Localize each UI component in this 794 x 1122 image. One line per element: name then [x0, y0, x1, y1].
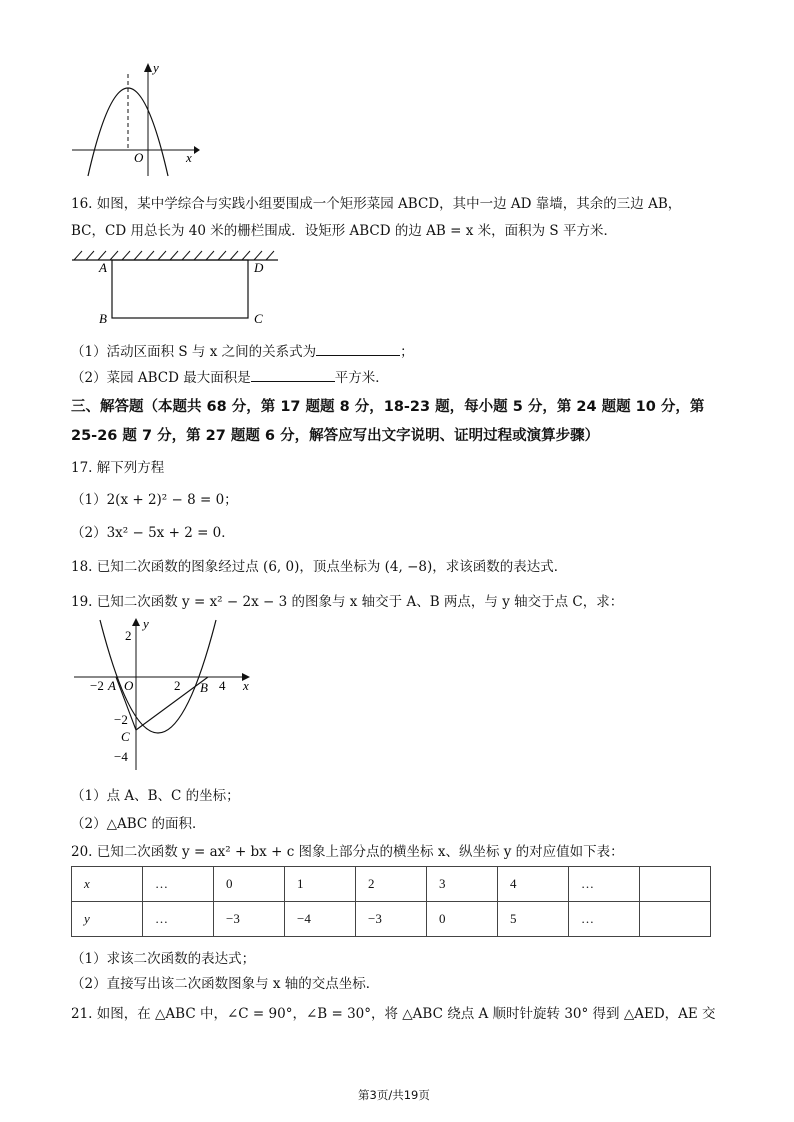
- table-cell: 5: [498, 902, 569, 937]
- label-B: B: [99, 311, 107, 326]
- table-row: [72, 902, 711, 937]
- table-cell: −4: [285, 902, 356, 937]
- tick-x-2: 2: [174, 678, 181, 693]
- q16-sub2-end: 平方米．: [334, 370, 389, 386]
- table-cell: 3: [427, 867, 498, 902]
- label-A: A: [99, 260, 107, 275]
- q16-sub1-text: （1）活动区面积 S 与 x 之间的关系式为: [71, 344, 317, 360]
- table-cell: …: [143, 867, 214, 902]
- q17-sub2: （2）3x² − 5x + 2 = 0．: [71, 525, 235, 541]
- table-cell: …: [569, 867, 640, 902]
- q19-sub1: （1）点 A、B、C 的坐标；: [71, 788, 240, 804]
- y-axis-label: y: [153, 60, 159, 75]
- q18-text: 18. 已知二次函数的图象经过点 (6, 0)，顶点坐标为 (4, −8)，求该函数的表达式．: [71, 559, 568, 575]
- page-number: 第3页/共19页: [358, 1088, 430, 1102]
- table-cell: −3: [214, 902, 285, 937]
- label-D: D: [254, 260, 264, 275]
- q20-text: 20. 已知二次函数 y = ax² + bx + c 图象上部分点的横坐标 x、纵坐标 y 的对应值如下表：: [71, 844, 624, 860]
- tick-y-neg2: −2: [114, 712, 128, 727]
- q19-text: 19. 已知二次函数 y = x² − 2x − 3 的图象与 x 轴交于 A、B 两点，与 y 轴交于点 C，求：: [71, 594, 624, 610]
- table-cell: [640, 902, 711, 937]
- table-cell: 4: [498, 867, 569, 902]
- table-cell: 0: [214, 867, 285, 902]
- q16-sub2: [71, 366, 389, 386]
- y-axis-arrow: [144, 63, 152, 72]
- tick-y-2: 2: [125, 628, 132, 643]
- q16-sub1-end: ；: [400, 344, 414, 360]
- q16-sub2-text: （2）菜园 ABCD 最大面积是: [71, 370, 251, 386]
- x-axis-arrow: [194, 146, 200, 154]
- q21-text: 21. 如图，在 △ABC 中，∠C = 90°，∠B = 30°，将 △ABC 绕点 A 顺时针旋转 30° 得到 △AED，AE 交: [71, 1006, 716, 1022]
- q16-line1: 16. 如图，某中学综合与实践小组要围成一个矩形菜园 ABCD，其中一边 AD 靠墙，其余的三边 AB，: [71, 196, 682, 212]
- y-axis-label: y: [143, 616, 149, 631]
- value-table: [71, 866, 711, 937]
- table-cell: y: [72, 902, 143, 937]
- point-A-label: A: [108, 678, 116, 693]
- q17-title: 17. 解下列方程: [71, 460, 165, 476]
- table-cell: 2: [356, 867, 427, 902]
- answer-blank-1[interactable]: [316, 342, 400, 356]
- q17-sub1: （1）2(x + 2)² − 8 = 0；: [71, 492, 238, 508]
- q16-line2: BC，CD 用总长为 40 米的栅栏围成．设矩形 ABCD 的边 AB = x 米，面积为 S 平方米．: [71, 223, 617, 239]
- q20-sub1: （1）求该二次函数的表达式；: [71, 951, 256, 967]
- tick-y-neg4: −4: [114, 749, 128, 764]
- table-cell: 0: [427, 902, 498, 937]
- rectangle-garden-figure: [70, 248, 282, 330]
- q19-sub2: （2）△ABC 的面积．: [71, 816, 206, 832]
- x-axis-label: x: [243, 678, 249, 693]
- table-row: [72, 867, 711, 902]
- answer-blank-2[interactable]: [251, 368, 335, 382]
- table-cell: x: [72, 867, 143, 902]
- q16-sub1: [71, 340, 414, 360]
- q20-sub2: （2）直接写出该二次函数图象与 x 轴的交点坐标．: [71, 976, 380, 992]
- garden-rectangle: [112, 260, 248, 318]
- table-cell: [640, 867, 711, 902]
- point-C-label: C: [121, 729, 130, 744]
- origin-label: O: [134, 150, 144, 165]
- parabola-graph-q15: [66, 58, 206, 178]
- section3-heading-line1: 三、解答题（本题共 68 分，第 17 题题 8 分，18-23 题，每小题 5 分，第 24 题题 10 分，第: [71, 399, 705, 415]
- table-cell: …: [143, 902, 214, 937]
- table-cell: …: [569, 902, 640, 937]
- section3-heading-line2: 25-26 题 7 分，第 27 题题 6 分，解答应写出文字说明、证明过程或演算步骤）: [71, 428, 600, 444]
- label-C: C: [254, 311, 263, 326]
- x-axis-label: x: [186, 150, 192, 165]
- table-cell: 1: [285, 867, 356, 902]
- point-B-label: B: [200, 680, 208, 695]
- table-cell: −3: [356, 902, 427, 937]
- y-axis-arrow: [132, 618, 140, 626]
- tick-x-neg2: −2: [90, 678, 104, 693]
- origin-label: O: [124, 678, 134, 693]
- tick-x-4: 4: [219, 678, 226, 693]
- wall-hatching: [74, 251, 274, 260]
- segment-CB: [136, 677, 208, 730]
- parabola-graph-q19: [70, 614, 260, 774]
